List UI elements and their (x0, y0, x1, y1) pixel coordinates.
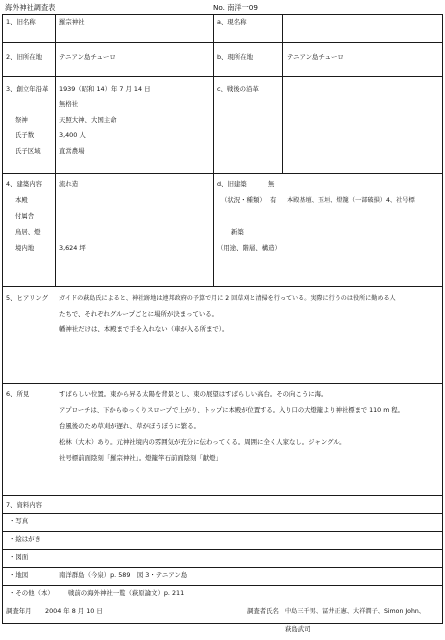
surveyor-label: 調査者氏名 (247, 607, 279, 615)
surveyor-names-line-2: 萩島武司 (285, 625, 311, 633)
parish-area-label: 氏子区域 (15, 147, 41, 155)
materials-divider-5 (2, 585, 443, 586)
surveyor-names-line-1: 中島三千男、冨井正憲、大祥潤子、Simon John、 (285, 608, 425, 615)
divider-col-mid (213, 14, 214, 286)
current-name-label: a、現名称 (217, 18, 247, 26)
frame-bottom (2, 623, 443, 624)
torii-lantern-label: 鳥居、燈 (15, 228, 41, 236)
materials-photos-label: ・写真 (9, 517, 29, 525)
materials-label: 7、資料内容 (6, 501, 43, 509)
materials-divider-4 (2, 567, 443, 568)
divider-row1 (2, 42, 443, 43)
divider-row2 (2, 76, 443, 77)
survey-date-label: 調査年月 (6, 607, 32, 615)
old-location-value: テニアン島チューロ (59, 53, 116, 61)
materials-maps-value: 南洋群島（今泉）p. 589 図 3・テニアン島 (59, 571, 188, 579)
divider-row3 (2, 173, 443, 174)
form-title: 海外神社調査表 (5, 3, 56, 12)
architecture-label: 4、建築内容 (6, 180, 43, 188)
current-location-label: b、現所在地 (217, 53, 254, 61)
current-location-value: テニアン島チューロ (287, 53, 344, 61)
deity-value: 天照大神、大国主命 (59, 116, 117, 124)
findings-label: 6、所見 (6, 390, 30, 398)
hearing-line-1: ガイドの萩島氏によると、神社跡地は連邦政府の予算で月に 2 回草刈と清掃を行っている。実際に行うのは役所に勤める人 (59, 295, 396, 302)
materials-postcards-label: ・絵はがき (9, 535, 41, 543)
divider-col-left (55, 14, 56, 286)
postwar-history-label: c、戦後の沿革 (217, 85, 259, 93)
deity-label: 祭神 (15, 116, 28, 124)
materials-other-value: 戦前の海外神社一覧（萩原論文）p. 211 (68, 589, 185, 597)
hearing-line-3: 幡神社だけは、本殿まで手を入れない（車が入る所まで）。 (59, 325, 229, 333)
frame-right (442, 14, 443, 624)
old-name-value: 羅宗神社 (59, 18, 85, 26)
findings-line-3: 台風後のため草刈が遅れ、草がぼうぼうに繁る。 (59, 422, 200, 430)
divider-row6 (2, 495, 443, 496)
old-building-label: d、旧建築 (217, 180, 247, 188)
old-name-label: 1、旧名称 (6, 18, 36, 26)
materials-divider-3 (2, 549, 443, 550)
founding-label: 3、創立年沿革 (6, 85, 49, 93)
findings-line-2: アプローチは、下からゆっくりスロープで上がり、トップに本殿が位置する。入り口の大燈籠より神社標まで 110 m 程。 (59, 407, 404, 414)
findings-line-4: 松林（大木）あり。元神社境内の雰囲気が充分に伝わってくる。周囲に全く人家なし。ジャングル。 (59, 438, 346, 446)
main-hall-label: 本殿 (15, 196, 28, 204)
materials-drawings-label: ・図面 (9, 553, 29, 561)
new-building-label: 新築 (231, 228, 244, 236)
materials-divider-1 (2, 513, 443, 514)
parishioner-count-label: 氏子数 (15, 131, 35, 139)
materials-other-label: ・その他（本） (9, 589, 54, 597)
architecture-style-value: 流れ造 (59, 180, 79, 188)
divider-row4 (2, 286, 443, 287)
old-location-label: 2、旧所在地 (6, 53, 43, 61)
hearing-line-2: たちで、それぞれグループごとに場所が決まっている。 (59, 310, 219, 318)
annex-label: 付属舎 (15, 212, 35, 220)
materials-divider-2 (2, 531, 443, 532)
divider-col-right (282, 14, 283, 173)
frame-left (2, 14, 3, 624)
materials-maps-label: ・地図 (9, 571, 29, 579)
grounds-label: 境内地 (15, 244, 35, 252)
old-building-none: 無 (268, 180, 275, 188)
new-building-usage-label: （用途、階層、構造） (217, 244, 281, 252)
parish-area-value: 直営農場 (59, 147, 85, 155)
findings-line-1: すばらしい位置。東から昇る太陽を背景とし、東の展望はすばらしい高台。その向こうに海。 (59, 390, 328, 398)
survey-date-value: 2004 年 8 月 10 日 (45, 607, 103, 615)
old-building-exists: 有 (270, 196, 277, 204)
findings-line-5: 社号標前面陰刻「羅宗神社」。燈籠竿石前面陰刻「献燈」 (59, 454, 222, 462)
old-building-value: 本殿基壇、玉垣、燈籠（一部破損）4、社号標 (287, 197, 415, 204)
founding-date: 1939（昭和 14）年 7 月 14 日 (59, 85, 151, 93)
grounds-area-value: 3,624 坪 (59, 244, 86, 252)
frame-top (2, 14, 443, 15)
shrine-rank: 無格社 (59, 100, 79, 108)
form-number: No. 南洋一09 (213, 3, 258, 12)
old-building-status-label: （状況・種類） (221, 196, 266, 204)
hearing-label: 5、ヒアリング (6, 294, 49, 302)
parishioner-count-value: 3,400 人 (59, 131, 86, 139)
divider-row5 (2, 383, 443, 384)
